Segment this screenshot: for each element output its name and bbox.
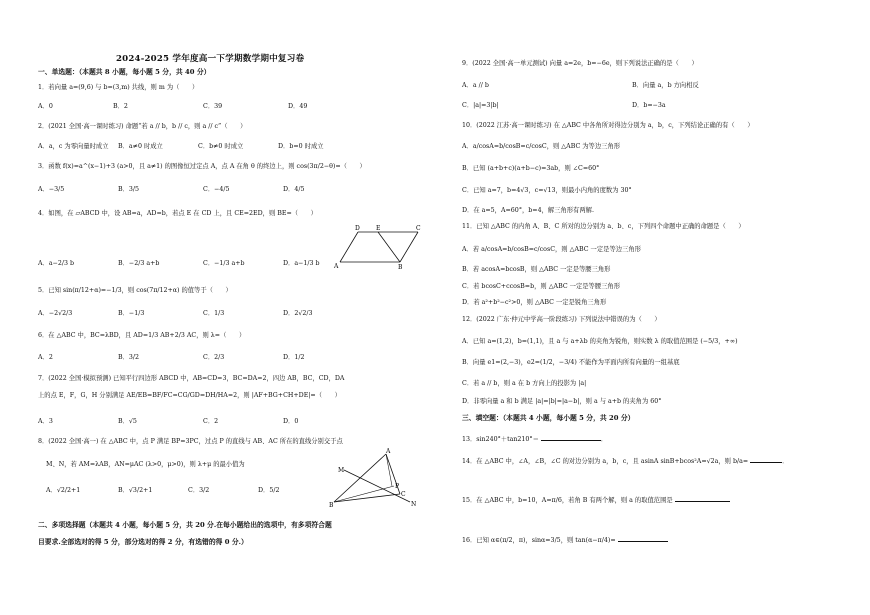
q10-option-a: A．a/cosA=b/cosB=c/cosC，则 △ABC 为等边三角形 [462, 143, 621, 150]
q2-option-b: B．a≠0 时成立 [118, 143, 163, 150]
q8-option-a: A．√2/2+1 [46, 487, 81, 494]
fig8-label-c: C [401, 491, 406, 498]
q7-option-d: D．0 [283, 418, 299, 425]
q1-stem: 1．若向量 a=(9,6) 与 b=(3,m) 共线，则 m 为（ ） [38, 84, 199, 91]
q12-stem: 12．(2022 广东·仲元中学高一阶段练习) 下列说法中错误的为（ ） [462, 316, 661, 323]
q6-stem: 6．在 △ABC 中，BC=λBD，且 AD=1/3 AB+2/3 AC，则 λ=（ ） [38, 332, 246, 339]
q5-option-d: D．2√2/3 [283, 310, 313, 317]
q4-parallelogram-figure [328, 222, 423, 270]
q4-stem: 4．如图，在 ▱ABCD 中，设 AB=a，AD=b，若点 E 在 CD 上，且 CE=2ED，则 BE=（ ） [38, 210, 317, 217]
q12-option-c: C．若 a // b，则 a 在 b 方向上的投影为 |a| [462, 380, 587, 387]
q11-option-a: A．若 a/cosA=b/cosB=c/cosC，则 △ABC 一定是等边三角形 [462, 246, 641, 253]
q16-text: 16．已知 α∈(π/2，π)，sinα=3/5，则 tan(α−π/4)= [462, 537, 616, 544]
section-single-choice: 一、单选题：（本题共 8 小题，每小题 5 分，共 40 分） [38, 68, 211, 76]
q6-option-d: D．1/2 [283, 354, 305, 361]
q13-answer-blank[interactable] [541, 434, 601, 441]
q14-text: 14．在 △ABC 中，∠A，∠B，∠C 的对边分别为 a，b，c，且 asinA sinB+bcos²A=√2a，则 b/a= [462, 458, 749, 465]
q10-option-c: C．已知 a=7，b=4√3，c=√13，则最小内角的度数为 30° [462, 187, 632, 194]
fig8-label-m: M [338, 467, 345, 474]
q7-stem-line2: 上的点 E，F，G，H 分别满足 AE/EB=BF/FC=CG/GD=DH/HA=2，则 |AF+BG+CH+DE|=（ ） [38, 392, 341, 399]
q11-stem: 11．已知 △ABC 的内角 A、B、C 所对的边分别为 a、b、c，下列四个命题中正确的命题是（ ） [462, 223, 745, 230]
q3-option-c: C．−4/5 [203, 186, 230, 193]
q7-option-c: C．2 [203, 418, 219, 425]
q3-stem: 3．函数 f(x)=a^(x−1)+3 (a>0，且 a≠1) 的图像恒过定点 A，点 A 在角 θ 的终边上，则 cos(3π/2−θ)=（ ） [38, 163, 366, 170]
q10-option-b: B．已知 (a+b+c)(a+b−c)=3ab，则 ∠C=60° [462, 165, 600, 172]
q14-stem: 14．在 △ABC 中，∠A，∠B，∠C 的对边分别为 a，b，c，且 asinA sinB+bcos²A=√2a，则 b/a= ． [462, 458, 789, 465]
q9-option-a: A．a // b [462, 82, 489, 89]
q8-stem-line1: 8．(2022 全国·高一) 在 △ABC 中，点 P 满足 BP=3PC，过点 P 的直线与 AB、AC 所在的直线分别交于点 [38, 438, 343, 445]
q8-option-d: D．5/2 [258, 487, 280, 494]
q8-option-c: C．3/2 [188, 487, 210, 494]
q13-stem: 13．sin240°＋tan210°＝ ． [462, 436, 608, 443]
q8-stem-line2: M、N，若 AM=λAB，AN=μAC (λ>0，μ>0)，则 λ+μ 的最小值为 [46, 461, 245, 468]
q4-option-a: A．a−2/3 b [38, 260, 75, 267]
fig8-label-a: A [386, 448, 391, 455]
fig4-label-e: E [376, 225, 381, 232]
fig4-label-a: A [334, 263, 339, 270]
q8-triangle-figure [328, 448, 423, 508]
q7-option-b: B．√5 [118, 418, 137, 425]
q2-stem: 2．(2021 全国·高一课时练习) 命题“若 a // b，b // c，则 a // c”（ ） [38, 123, 247, 130]
fig8-label-p: P [395, 483, 400, 490]
section-multi-choice-line1: 二、多项选择题（本题共 4 小题，每小题 5 分，共 20 分.在每小题给出的选项中，有多项符合题 [38, 521, 332, 529]
q1-option-c: C．39 [203, 103, 223, 110]
q15-stem [462, 495, 730, 505]
q2-option-d: D．b=0 时成立 [278, 143, 324, 150]
section-fill-in: 三、填空题：（本题共 4 小题，每小题 5 分，共 20 分） [462, 414, 635, 422]
q4-option-b: B．−2/3 a+b [118, 260, 160, 267]
q6-option-b: B．3/2 [118, 354, 140, 361]
q6-option-a: A．2 [38, 354, 53, 361]
q1-option-a: A．0 [38, 103, 53, 110]
q10-stem: 10．(2022 江苏·高一课时练习) 在 △ABC 中各角所对得边分别为 a，b，c，下列结论正确的有（ ） [462, 122, 754, 129]
q9-option-b: B．向量 a，b 方向相反 [632, 82, 699, 89]
q7-option-a: A．3 [38, 418, 53, 425]
fig8-label-n: N [411, 501, 417, 508]
fig8-label-b: B [329, 502, 334, 508]
q5-option-a: A．−2√2/3 [38, 310, 73, 317]
q5-stem: 5．已知 sin(π/12+α)=−1/3，则 cos(7π/12+α) 的值等于（ ） [38, 287, 232, 294]
q5-option-c: C．1/3 [203, 310, 225, 317]
q3-option-b: B．3/5 [118, 186, 140, 193]
exam-title: 2024-2025 学年度高一下学期数学期中复习卷 [116, 54, 305, 64]
q8-option-b: B．√3/2+1 [118, 487, 153, 494]
q1-option-d: D．49 [288, 103, 308, 110]
q15-answer-blank[interactable] [675, 495, 730, 502]
q11-option-c: C．若 bcosC+ccosB=b，则 △ABC 一定是等腰三角形 [462, 283, 621, 290]
q7-stem-line1: 7．(2022 全国·模拟预测) 已知平行四边形 ABCD 中，AB=CD=3，BC=DA=2，四边 AB，BC，CD，DA [38, 375, 345, 382]
q4-option-c: C．−1/3 a+b [203, 260, 245, 267]
q16-stem [462, 535, 668, 545]
q9-stem: 9．(2022 全国·高一单元测试) 向量 a=2e，b=−6e，则下列说法正确的是（ ） [462, 60, 698, 67]
q9-option-d: D．b=−3a [632, 102, 666, 109]
q9-option-c: C．|a|=3|b| [462, 102, 499, 109]
q16-answer-blank[interactable] [618, 535, 668, 542]
q2-option-a: A．a，c 为零向量时成立 [38, 143, 109, 150]
q2-option-c: C．b≠0 时成立 [198, 143, 244, 150]
q3-option-d: D．4/5 [283, 186, 305, 193]
q15-text: 15．在 △ABC 中，b=10，A=π/6，若角 B 有两个解，则 a 的取值范围是 [462, 497, 673, 504]
fig4-label-d: D [355, 225, 360, 232]
q13-text: 13．sin240°＋tan210°＝ [462, 436, 539, 443]
q10-option-d: D．在 a=5，A=60°，b=4，解三角形有两解. [462, 207, 594, 214]
q5-option-b: B．−1/3 [118, 310, 145, 317]
q12-option-b: B．向量 e1=(2,−3)，e2=(1/2，−3/4) 不能作为平面内所有向量的一组基底 [462, 359, 680, 366]
q1-option-b: B．2 [113, 103, 128, 110]
q11-option-d: D．若 a²+b²−c²>0，则 △ABC 一定是锐角三角形 [462, 299, 607, 306]
q4-option-d: D．a−1/3 b [283, 260, 320, 267]
q6-option-c: C．2/3 [203, 354, 225, 361]
q12-option-d: D．非零向量 a 和 b 满足 |a|=|b|=|a−b|，则 a 与 a+b 的夹角为 60° [462, 398, 662, 405]
q14-answer-blank[interactable] [750, 456, 782, 463]
fig4-label-b: B [398, 264, 403, 270]
q11-option-b: B．若 acosA=bcosB，则 △ABC 一定是等腰三角形 [462, 266, 611, 273]
fig4-label-c: C [416, 225, 421, 232]
q3-option-a: A．−3/5 [38, 186, 65, 193]
section-multi-choice-line2: 目要求.全部选对的得 5 分，部分选对的得 2 分，有选错的得 0 分.） [38, 538, 248, 546]
q12-option-a: A．已知 a=(1,2)，b=(1,1)，且 a 与 a+λb 的夹角为锐角，则实数 λ 的取值范围是 (−5/3，+∞) [462, 338, 738, 345]
